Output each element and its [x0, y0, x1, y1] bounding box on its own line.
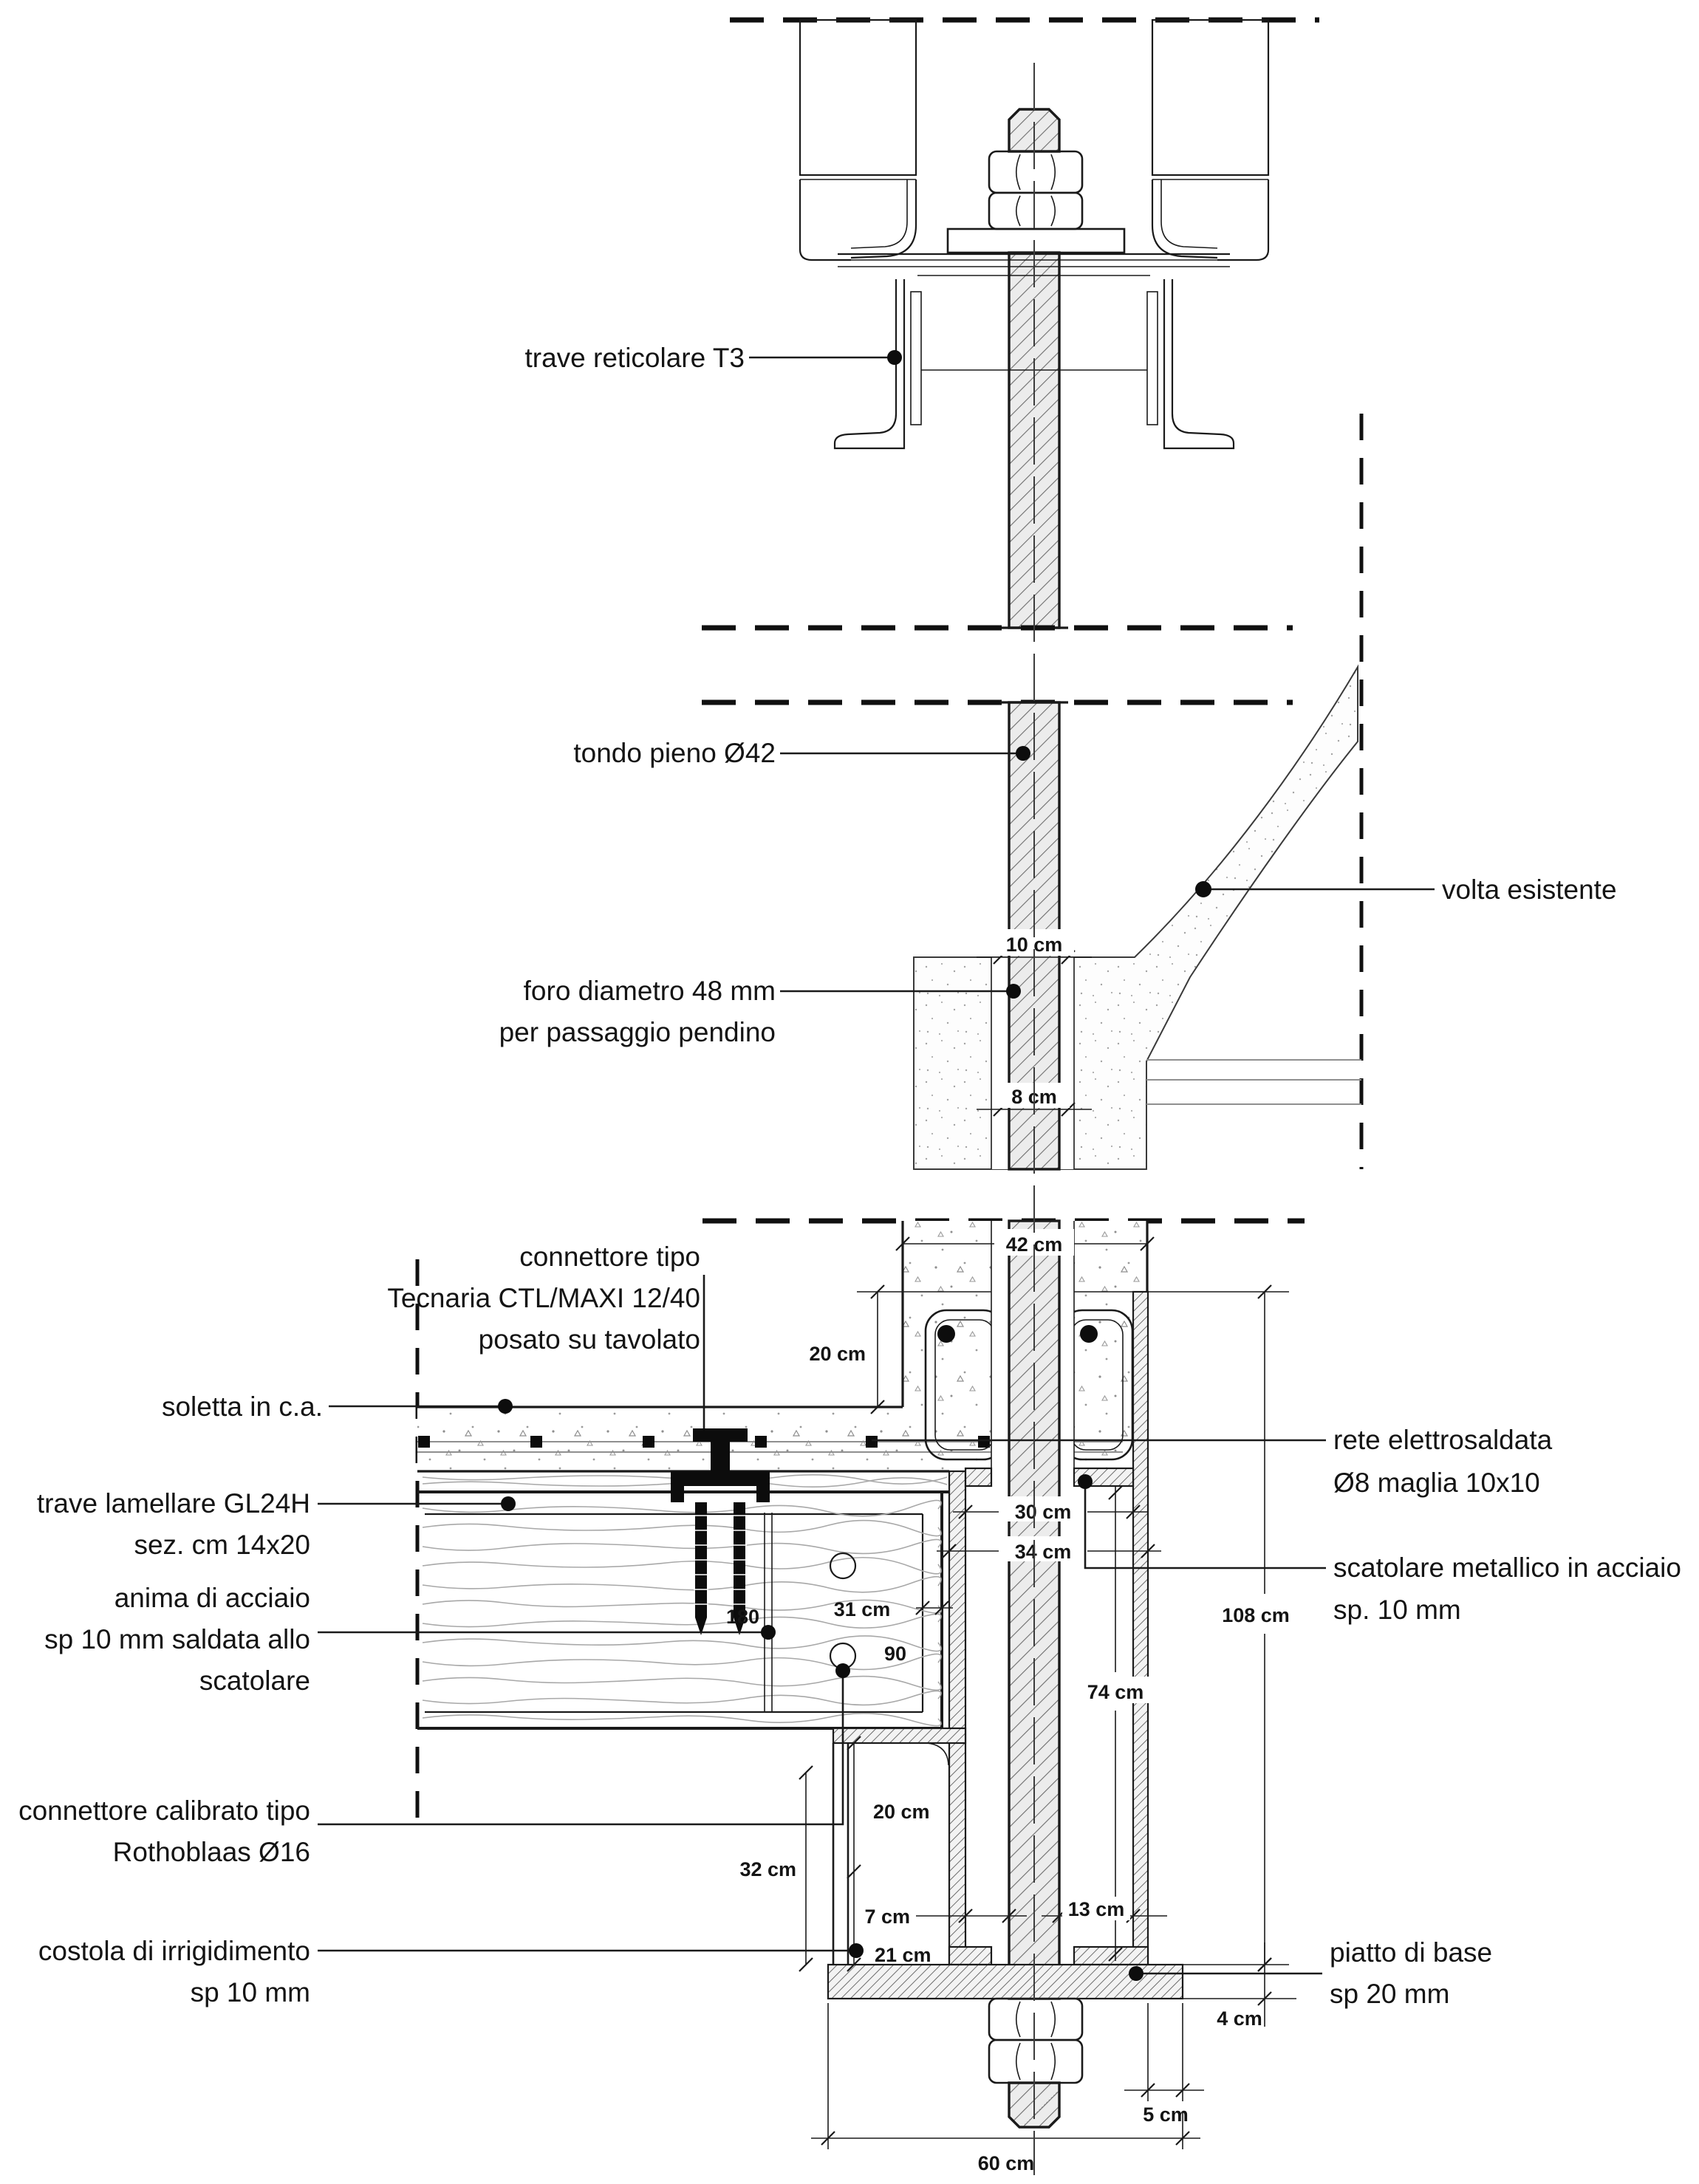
svg-text:volta esistente: volta esistente	[1442, 874, 1617, 905]
svg-text:31 cm: 31 cm	[833, 1598, 891, 1620]
dimension-7cm	[864, 1906, 1027, 1928]
callout-tondo-pieno	[573, 738, 1030, 768]
svg-text:sp 20 mm: sp 20 mm	[1330, 1979, 1450, 2009]
box-wall-left	[949, 1471, 965, 1965]
dimension-180: 180	[725, 1606, 759, 1628]
truss-top-chord-left	[800, 20, 916, 260]
hex-nut-bottom-1	[989, 1999, 1082, 2040]
truss-angle-right	[1147, 279, 1234, 448]
dimension-90: 90	[883, 1643, 907, 1665]
callout-costola	[38, 1936, 864, 2007]
callout-trave-reticolare	[525, 343, 903, 373]
box-bottom-plate-left	[949, 1947, 991, 1965]
box-top-plate-left	[965, 1468, 991, 1486]
svg-text:108 cm: 108 cm	[1222, 1604, 1290, 1626]
svg-text:foro diametro 48 mm: foro diametro 48 mm	[523, 976, 776, 1006]
label-trave-reticolare: trave reticolare T3	[524, 343, 745, 373]
svg-text:60 cm: 60 cm	[977, 2152, 1035, 2174]
box-wall-right	[1133, 1292, 1148, 1965]
vault-and-masonry	[914, 667, 1358, 1169]
svg-text:30 cm: 30 cm	[1014, 1501, 1072, 1523]
dimension-20cm-top	[809, 1285, 903, 1414]
svg-text:32 cm: 32 cm	[739, 1858, 796, 1880]
svg-text:posato su tavolato: posato su tavolato	[478, 1324, 700, 1355]
svg-text:scatolare metallico in acciaio: scatolare metallico in acciaio	[1333, 1553, 1681, 1583]
upper-truss-section	[525, 20, 1320, 628]
svg-text:soletta in c.a.: soletta in c.a.	[161, 1391, 323, 1422]
base-plate	[828, 1965, 1183, 1999]
callout-connettore-calibrato	[18, 1663, 850, 1867]
svg-text:trave lamellare GL24H: trave lamellare GL24H	[36, 1488, 310, 1519]
svg-text:scatolare: scatolare	[199, 1666, 310, 1696]
svg-text:20 cm: 20 cm	[809, 1343, 866, 1365]
steel-web-hidden-edge	[765, 1513, 772, 1712]
svg-text:21 cm: 21 cm	[875, 1944, 931, 1966]
box-flange-under-beam	[833, 1728, 965, 1743]
svg-text:sp 10 mm saldata allo: sp 10 mm saldata allo	[44, 1624, 310, 1654]
washer-plate	[948, 229, 1124, 253]
svg-text:42 cm: 42 cm	[1005, 1233, 1063, 1256]
truss-top-chord-right	[1152, 20, 1268, 260]
callout-volta-esistente	[1195, 874, 1617, 905]
rebar-dot	[937, 1325, 955, 1343]
svg-text:7 cm: 7 cm	[864, 1906, 910, 1928]
svg-text:Rothoblaas Ø16: Rothoblaas Ø16	[112, 1837, 310, 1867]
svg-text:sp. 10 mm: sp. 10 mm	[1333, 1595, 1461, 1625]
svg-text:Tecnaria CTL/MAXI 12/40: Tecnaria CTL/MAXI 12/40	[387, 1283, 700, 1313]
svg-text:rete elettrosaldata: rete elettrosaldata	[1333, 1425, 1553, 1455]
rebar-dot	[1080, 1325, 1098, 1343]
truss-angle-left	[835, 279, 921, 448]
existing-floor-lines	[1146, 1060, 1361, 1104]
svg-text:Ø8 maglia 10x10: Ø8 maglia 10x10	[1333, 1468, 1540, 1498]
svg-text:20 cm: 20 cm	[873, 1801, 930, 1823]
hex-nut-bottom-2	[989, 2040, 1082, 2083]
svg-text:piatto di base: piatto di base	[1330, 1937, 1493, 1968]
dimension-20cm-bottom	[847, 1736, 930, 1965]
dimension-30cm	[953, 1496, 1148, 1523]
svg-text:4 cm: 4 cm	[1217, 2007, 1262, 2030]
svg-text:tondo pieno Ø42: tondo pieno Ø42	[573, 738, 776, 768]
svg-text:costola di irrigidimento: costola di irrigidimento	[38, 1936, 310, 1966]
box-bottom-plate-right	[1074, 1947, 1148, 1965]
svg-text:34 cm: 34 cm	[1014, 1541, 1072, 1563]
leader-dot	[887, 350, 902, 365]
hex-nut-top-1	[989, 151, 1082, 193]
svg-text:sp 10 mm: sp 10 mm	[190, 1977, 310, 2007]
dimension-5cm	[1124, 2003, 1204, 2126]
svg-text:8 cm: 8 cm	[1011, 1086, 1057, 1108]
svg-text:10 cm: 10 cm	[1005, 934, 1063, 956]
svg-text:connettore calibrato tipo: connettore calibrato tipo	[18, 1796, 310, 1826]
dimension-34cm	[937, 1536, 1161, 1563]
dimension-108cm	[1147, 1285, 1290, 1971]
hex-nut-top-2	[989, 193, 1082, 229]
dimension-32cm	[739, 1766, 813, 1971]
screw-left	[694, 1502, 708, 1635]
rc-slab-body	[417, 1407, 903, 1471]
svg-text:per passaggio pendino: per passaggio pendino	[499, 1017, 776, 1047]
stiffening-rib-costola	[833, 1743, 848, 1965]
dimension-60cm	[811, 2003, 1200, 2174]
svg-text:5 cm: 5 cm	[1143, 2103, 1189, 2126]
dimension-31cm	[834, 1598, 953, 1620]
svg-text:13 cm: 13 cm	[1067, 1898, 1125, 1920]
svg-text:anima di acciaio: anima di acciaio	[114, 1583, 310, 1613]
svg-text:connettore tipo: connettore tipo	[519, 1242, 700, 1272]
dimension-4cm	[1183, 1942, 1296, 2030]
svg-text:sez. cm 14x20: sez. cm 14x20	[134, 1530, 310, 1560]
svg-text:74 cm: 74 cm	[1087, 1681, 1144, 1703]
lower-assembly-section	[18, 1221, 1681, 2174]
callout-tecnaria	[387, 1242, 704, 1428]
